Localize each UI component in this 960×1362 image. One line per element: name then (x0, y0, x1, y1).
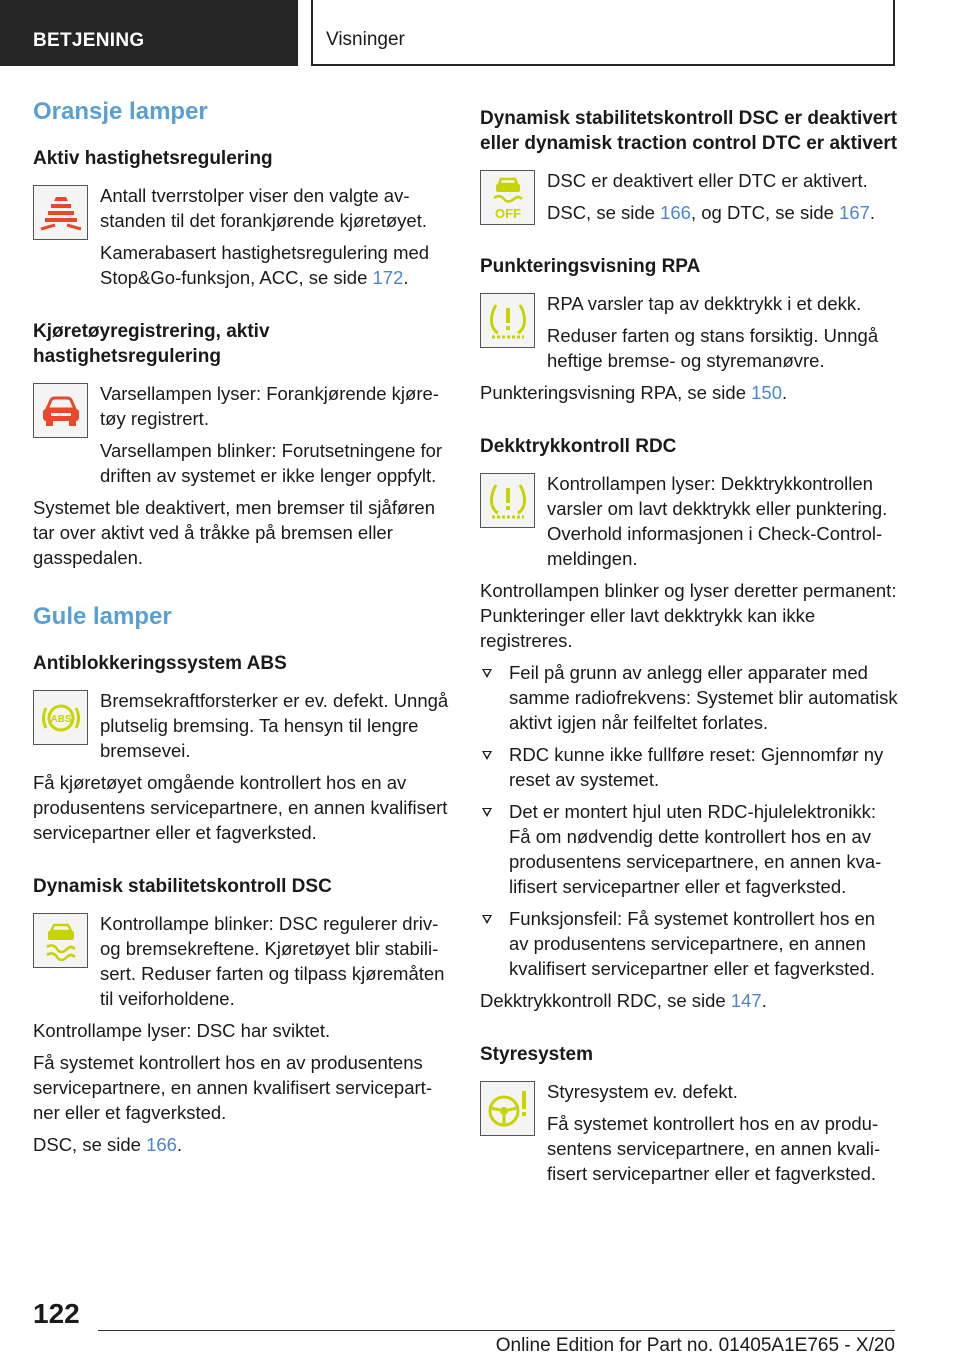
svg-text:ABS: ABS (49, 713, 72, 725)
rpa-text-3 (480, 380, 898, 405)
right-column (480, 106, 898, 1193)
dsc-off-text-1: DSC er deaktivert eller DTC er aktivert. (547, 170, 868, 191)
steering-text-1: Styresystem ev. defekt. (547, 1081, 738, 1102)
page-header (0, 0, 960, 66)
acc-block (33, 183, 451, 290)
list-item-text: Det er montert hjul uten RDC-hjulelektronikk: Få om nødvendig dette kontrollert hos en av produsentens servicepartnere, en annen kvalifisert servicepartner eller et fagverksted. (509, 801, 882, 897)
rpa-block (480, 291, 898, 373)
dsc-page-link[interactable]: 166 (146, 1134, 177, 1155)
vehicle-detect-heading: Kjøretøyregistrering, aktiv hastighetsregulering (33, 321, 270, 367)
triangle-bullet-icon (482, 808, 492, 817)
acc-text-2 (33, 240, 451, 290)
rdc-page-link[interactable]: 147 (730, 990, 762, 1011)
dsc-text-4-post: . (176, 1134, 183, 1155)
rdc-heading: Dekktrykkontroll RDC (480, 436, 677, 457)
edition-note: Online Edition for Part no. 01405A1E765 - X/20 (495, 1335, 895, 1356)
rdc-text-3 (480, 988, 898, 1013)
rpa-text-2: Reduser farten og stans forsiktig. Unngå heftige bremse- og styremanøvre. (547, 325, 879, 371)
vehicle-detect-text-3: Systemet ble deaktivert, men bremser til sjåføren tar over aktivt ved å tråkke på bremsen eller gasspedalen. (33, 497, 436, 568)
rdc-text-3-post: . (761, 990, 767, 1011)
dsc-off-page-link-1[interactable]: 166 (660, 202, 691, 223)
dsc-off-page-link-2[interactable]: 167 (839, 202, 870, 223)
dsc-block (33, 911, 451, 1011)
section-tab[interactable]: BETJENING (0, 0, 298, 66)
steering-text-2: Få systemet kontrollert hos en av produsentens servicepartnere, en annen kvalifisert servicepartner eller et fagverksted. (547, 1113, 881, 1184)
rpa-text-1: RPA varsler tap av dekktrykk i et dekk. (547, 293, 862, 314)
dsc-text-1: Kontrollampe blinker: DSC regulerer driv- og bremsekreftene. Kjøretøyet blir stabilisert. Reduser farten og tilpass kjøremåten til veiforholdene. (100, 913, 445, 1009)
triangle-bullet-icon (482, 751, 492, 760)
distance-bars-icon (33, 185, 88, 240)
dsc-off-text-2-pre: DSC, se side (547, 202, 661, 223)
abs-block (33, 688, 451, 763)
dsc-off-block (480, 168, 898, 225)
steering-wheel-icon (480, 1081, 535, 1136)
rdc-text-2: Kontrollampen blinker og lyser deretter permanent: Punkteringer eller lavt dekktrykk kan ikke registreres. (480, 580, 897, 651)
chapter-tab[interactable]: Visninger (311, 0, 895, 66)
steering-block (480, 1079, 898, 1186)
vehicle-detect-text-1: Varsellampen lyser: Forankjørende kjøretøy registrert. (100, 383, 439, 429)
list-item (480, 906, 898, 981)
acc-text-2-pre: Kamerabasert hastighetsregulering med Stop&Go-funksjon, ACC, se side (100, 242, 430, 288)
rdc-bullet-list (480, 660, 898, 981)
list-item (480, 799, 898, 899)
rpa-text-3-pre: Punkteringsvisning RPA, se side (480, 382, 752, 403)
page-number: 122 (33, 1298, 80, 1329)
acc-heading: Aktiv hastighetsregulering (33, 148, 273, 169)
dsc-off-text-2 (547, 200, 898, 225)
list-item-text: Funksjonsfeil: Få systemet kontrollert hos en av produsentens servicepartnere, en annen kvalifisert servicepartner eller et fagverksted. (509, 908, 876, 979)
abs-text-1: Bremsekraftforsterker er ev. defekt. Unngå plutselig bremsing. Ta hensyn til lengre bremsevei. (100, 690, 449, 761)
steering-heading: Styresystem (480, 1044, 594, 1065)
list-item (480, 742, 898, 792)
dsc-off-text-2-mid: , og DTC, se side (690, 202, 840, 223)
triangle-bullet-icon (482, 915, 492, 924)
rdc-text-3-pre: Dekktrykkontroll RDC, se side (480, 990, 731, 1011)
abs-heading: Antiblokkeringssystem ABS (33, 653, 287, 674)
dsc-text-4 (33, 1132, 451, 1157)
car-ahead-icon (33, 383, 88, 438)
tire-pressure-icon (480, 473, 535, 528)
tire-warning-icon (480, 293, 535, 348)
dsc-off-text-2-post: . (869, 202, 876, 223)
dsc-text-2: Kontrollampe lyser: DSC har sviktet. (33, 1020, 331, 1041)
triangle-bullet-icon (482, 669, 492, 678)
abs-icon (33, 690, 88, 745)
rdc-text-1: Kontrollampen lyser: Dekktrykkontrollen varsler om lavt dekktrykk eller punktering. Overhold informasjonen i Check-Control-meldingen. (547, 473, 888, 569)
acc-page-link[interactable]: 172 (372, 267, 404, 288)
rdc-block (480, 471, 898, 571)
dsc-off-icon (480, 170, 535, 225)
list-item-text: RDC kunne ikke fullføre reset: Gjennomfør ny reset av systemet. (509, 744, 884, 790)
rpa-text-3-post: . (782, 382, 788, 403)
rpa-heading: Punkteringsvisning RPA (480, 256, 701, 277)
dsc-text-3: Få systemet kontrollert hos en av produsentens servicepartnere, en annen kvalifisert servicepartner eller et fagverksted. (33, 1052, 432, 1123)
list-item (480, 660, 898, 735)
dsc-skid-icon (33, 913, 88, 968)
dsc-off-heading: Dynamisk stabilitetskontroll DSC er deaktivert eller dynamisk traction control DTC er aktivert (480, 108, 898, 154)
acc-text-2-post: . (403, 267, 409, 288)
left-column (33, 98, 451, 1164)
yellow-lamps-title: Gule lamper (33, 603, 172, 630)
svg-text:OFF: OFF (494, 205, 521, 221)
dsc-heading: Dynamisk stabilitetskontroll DSC (33, 876, 332, 897)
footer-divider (98, 1330, 895, 1331)
list-item-text: Feil på grunn av anlegg eller apparater med samme radiofrekvens: Systemet blir automatisk aktivt igjen når feilfeltet forlates. (509, 662, 898, 733)
acc-text-1: Antall tverrstolper viser den valgte avstanden til det forankjørende kjøretøyet. (100, 185, 427, 231)
orange-lamps-title: Oransje lamper (33, 98, 208, 125)
rpa-page-link[interactable]: 150 (751, 382, 782, 403)
vehicle-detect-text-2: Varsellampen blinker: Forutsetningene for driften av systemet er ikke lenger oppfylt. (100, 440, 443, 486)
abs-text-2: Få kjøretøyet omgående kontrollert hos en av produsentens servicepartnere, en annen kvalifisert servicepartner eller et fagverksted. (33, 772, 448, 843)
vehicle-detect-block (33, 381, 451, 488)
dsc-text-4-pre: DSC, se side (33, 1134, 147, 1155)
